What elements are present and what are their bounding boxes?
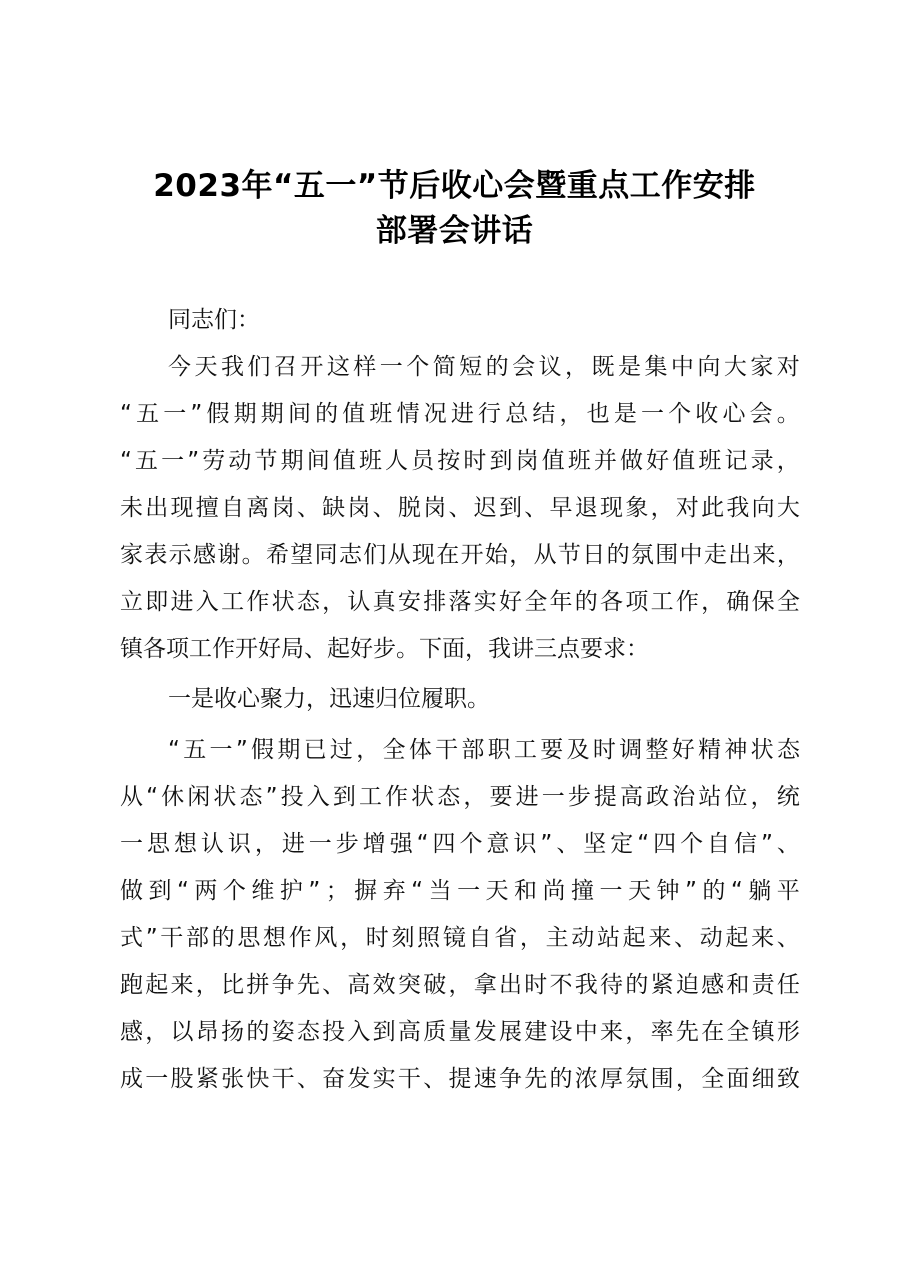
paragraph-line: 跑 起 来 ， 比 拼 争 先 、 高 效 突 破 ， 拿 出 时 不 我 待 的 紧 迫 感 和 责 任 [120, 972, 800, 998]
paragraph-line: “ 五 一 ” 假 期 期 间 的 值 班 情 况 进 行 总 结 ， 也 是 一 个 收 心 会 。 [120, 401, 800, 427]
section-heading: 一是收心聚力，迅速归位履职。 [168, 686, 490, 712]
paragraph-line: 镇各项工作开好局、起好步。下面，我讲三点要求： [120, 636, 649, 662]
paragraph-line: 家 表 示 感 谢 。 希 望 同 志 们 从 现 在 开 始 ， 从 节 日 的 氛 围 中 走 出 来 ， [120, 542, 800, 568]
paragraph-line: 立 即 进 入 工 作 状 态 ， 认 真 安 排 落 实 好 全 年 的 各 项 工 作 ， 确 保 全 [120, 589, 800, 615]
paragraph-line: 成 一 股 紧 张 快 干 、 奋 发 实 干 、 提 速 争 先 的 浓 厚 氛 围 ， 全 面 细 致 [120, 1066, 800, 1092]
document-title-line-1: 2023年“五一”节后收心会暨重点工作安排 [153, 168, 756, 204]
paragraph-line: 从 “ 休 闲 状 态 ” 投 入 到 工 作 状 态 ， 要 进 一 步 提 高 政 治 站 位 ， 统 [120, 784, 800, 810]
document-title-line-2: 部署会讲话 [375, 213, 534, 249]
salutation: 同志们： [168, 307, 260, 333]
paragraph-line: “ 五 一 ” 劳 动 节 期 间 值 班 人 员 按 时 到 岗 值 班 并 做 好 值 班 记 录 ， [120, 448, 800, 474]
paragraph-line: 做 到 “ 两 个 维 护 ” ； 摒 弃 “ 当 一 天 和 尚 撞 一 天 钟 ” 的 “ 躺 平 [120, 878, 800, 904]
paragraph-line: “ 五 一 ” 假 期 已 过 ， 全 体 干 部 职 工 要 及 时 调 整 好 精 神 状 态 [168, 737, 800, 763]
paragraph-line: 未 出 现 擅 自 离 岗 、 缺 岗 、 脱 岗 、 迟 到 、 早 退 现 象 ， 对 此 我 向 大 [120, 495, 800, 521]
paragraph-line: 一 思 想 认 识 ， 进 一 步 增 强 “ 四 个 意 识 ” 、 坚 定 “ 四 个 自 信 ” 、 [120, 831, 800, 857]
paragraph-line: 感 ， 以 昂 扬 的 姿 态 投 入 到 高 质 量 发 展 建 设 中 来 ， 率 先 在 全 镇 形 [120, 1019, 800, 1045]
paragraph-line: 今 天 我 们 召 开 这 样 一 个 简 短 的 会 议 ， 既 是 集 中 向 大 家 对 [168, 354, 800, 380]
paragraph-line: 式 ” 干 部 的 思 想 作 风 ， 时 刻 照 镜 自 省 ， 主 动 站 起 来 、 动 起 来 、 [120, 925, 800, 951]
